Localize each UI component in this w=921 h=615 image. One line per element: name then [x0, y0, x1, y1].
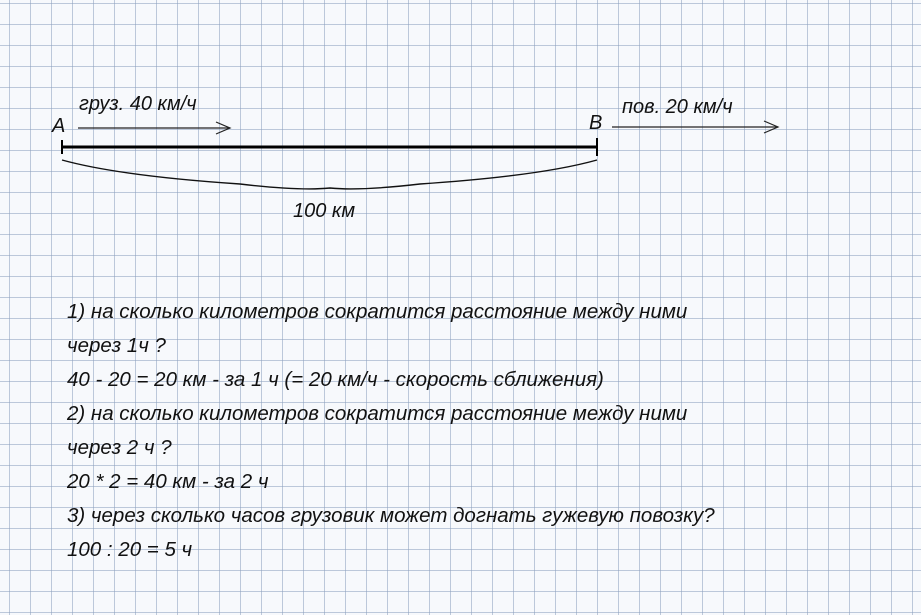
distance-label: 100 км — [293, 200, 356, 222]
solution-line: через 1ч ? — [67, 334, 166, 357]
solution-line: 2) на сколько километров сократится расстояние между ними — [67, 402, 688, 425]
solution-line: 20 * 2 = 40 км - за 2 ч — [67, 470, 269, 493]
point-b-label: B — [589, 112, 603, 134]
distance-brace — [62, 160, 597, 189]
solution-line: через 2 ч ? — [67, 436, 172, 459]
solution-line: 3) через сколько часов грузовик может догнать гужевую повозку? — [67, 504, 715, 527]
solution-line: 1) на сколько километров сократится расстояние между ними — [67, 300, 688, 323]
solution-text — [67, 295, 715, 567]
cart-speed-label: пов. 20 км/ч — [622, 96, 733, 118]
truck-arrow — [78, 122, 230, 134]
solution-line: 100 : 20 = 5 ч — [67, 538, 193, 561]
solution-line: 40 - 20 = 20 км - за 1 ч (= 20 км/ч - скорость сближения) — [67, 368, 604, 391]
truck-speed-label: груз. 40 км/ч — [79, 93, 197, 115]
point-a-label: A — [52, 115, 66, 137]
cart-arrow — [612, 121, 778, 133]
